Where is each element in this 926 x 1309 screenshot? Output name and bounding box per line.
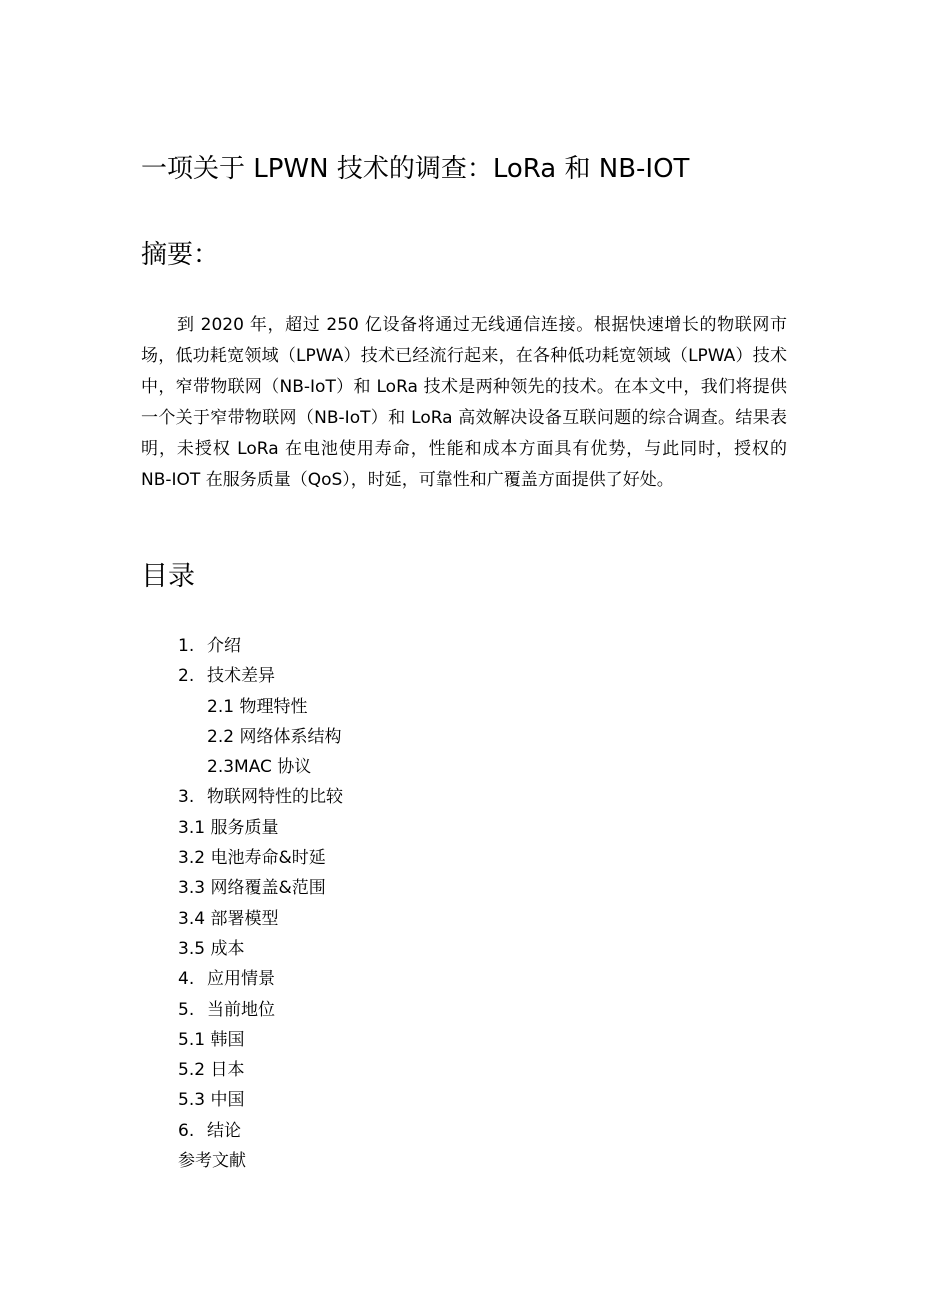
toc-item-1	[178, 631, 343, 661]
toc-item-label: 3.1 服务质量	[178, 817, 279, 838]
toc-item-2-3	[178, 752, 343, 782]
toc-item-number: 2.	[178, 666, 195, 687]
toc-item-label: 2.2 网络体系结构	[207, 726, 342, 747]
toc-item-3-5	[178, 934, 343, 964]
toc-item-2-2	[178, 722, 343, 752]
toc-heading: 目录	[141, 561, 195, 592]
toc-item-6	[178, 1116, 343, 1146]
toc-item-label: 2.3MAC 协议	[207, 757, 312, 778]
abstract-paragraph: 到 2020 年，超过 250 亿设备将通过无线通信连接。根据快速增长的物联网市场，低功耗宽领域（LPWA）技术已经流行起来，在各种低功耗宽领域（LPWA）技术中，窄带物联网（NB-IoT）和 LoRa 技术是两种领先的技术。在本文中，我们将提供一个关于窄带物联网（NB-IoT）和 LoRa 高效解决设备互联问题的综合调查。结果表明，未授权 LoRa 在电池使用寿命，性能和成本方面具有优势，与此同时，授权的 NB-IOT 在服务质量（QoS），时延，可靠性和广覆盖方面提供了好处。	[141, 315, 787, 490]
toc-item-3-2	[178, 843, 343, 873]
toc-item-number: 3.	[178, 787, 195, 808]
toc-item-label: 5.2 日本	[178, 1060, 245, 1081]
toc-item-2-1	[178, 692, 343, 722]
toc-item-5	[178, 995, 343, 1025]
toc-item-label: 结论	[207, 1120, 241, 1141]
toc-item-number: 5.	[178, 999, 195, 1020]
toc-item-3	[178, 782, 343, 812]
toc-item-label: 3.5 成本	[178, 938, 245, 959]
toc-item-label: 3.4 部署模型	[178, 908, 279, 929]
toc-item-5-3	[178, 1085, 343, 1115]
toc-item-references	[178, 1146, 343, 1176]
toc-item-label: 参考文献	[178, 1151, 246, 1172]
table-of-contents	[178, 631, 343, 1176]
toc-item-label: 5.3 中国	[178, 1090, 245, 1111]
toc-item-label: 3.3 网络覆盖&范围	[178, 878, 326, 899]
toc-item-3-4	[178, 904, 343, 934]
toc-item-5-2	[178, 1055, 343, 1085]
toc-item-number: 1.	[178, 636, 195, 656]
toc-item-label: 2.1 物理特性	[207, 696, 308, 717]
toc-item-3-1	[178, 813, 343, 843]
toc-item-5-1	[178, 1025, 343, 1055]
toc-item-label: 应用情景	[207, 969, 275, 990]
toc-item-3-3	[178, 873, 343, 903]
toc-item-label: 当前地位	[207, 999, 275, 1020]
toc-item-4	[178, 964, 343, 994]
toc-item-2	[178, 661, 343, 691]
document-title: 一项关于 LPWN 技术的调查：LoRa 和 NB-IOT	[141, 154, 690, 184]
toc-item-label: 5.1 韩国	[178, 1029, 245, 1050]
toc-item-label: 介绍	[207, 636, 241, 656]
toc-item-label: 技术差异	[207, 666, 275, 687]
abstract-heading: 摘要：	[141, 240, 220, 270]
toc-item-number: 4.	[178, 969, 195, 990]
toc-item-number: 6.	[178, 1120, 195, 1141]
toc-item-label: 物联网特性的比较	[207, 787, 343, 808]
toc-item-label: 3.2 电池寿命&时延	[178, 848, 326, 869]
